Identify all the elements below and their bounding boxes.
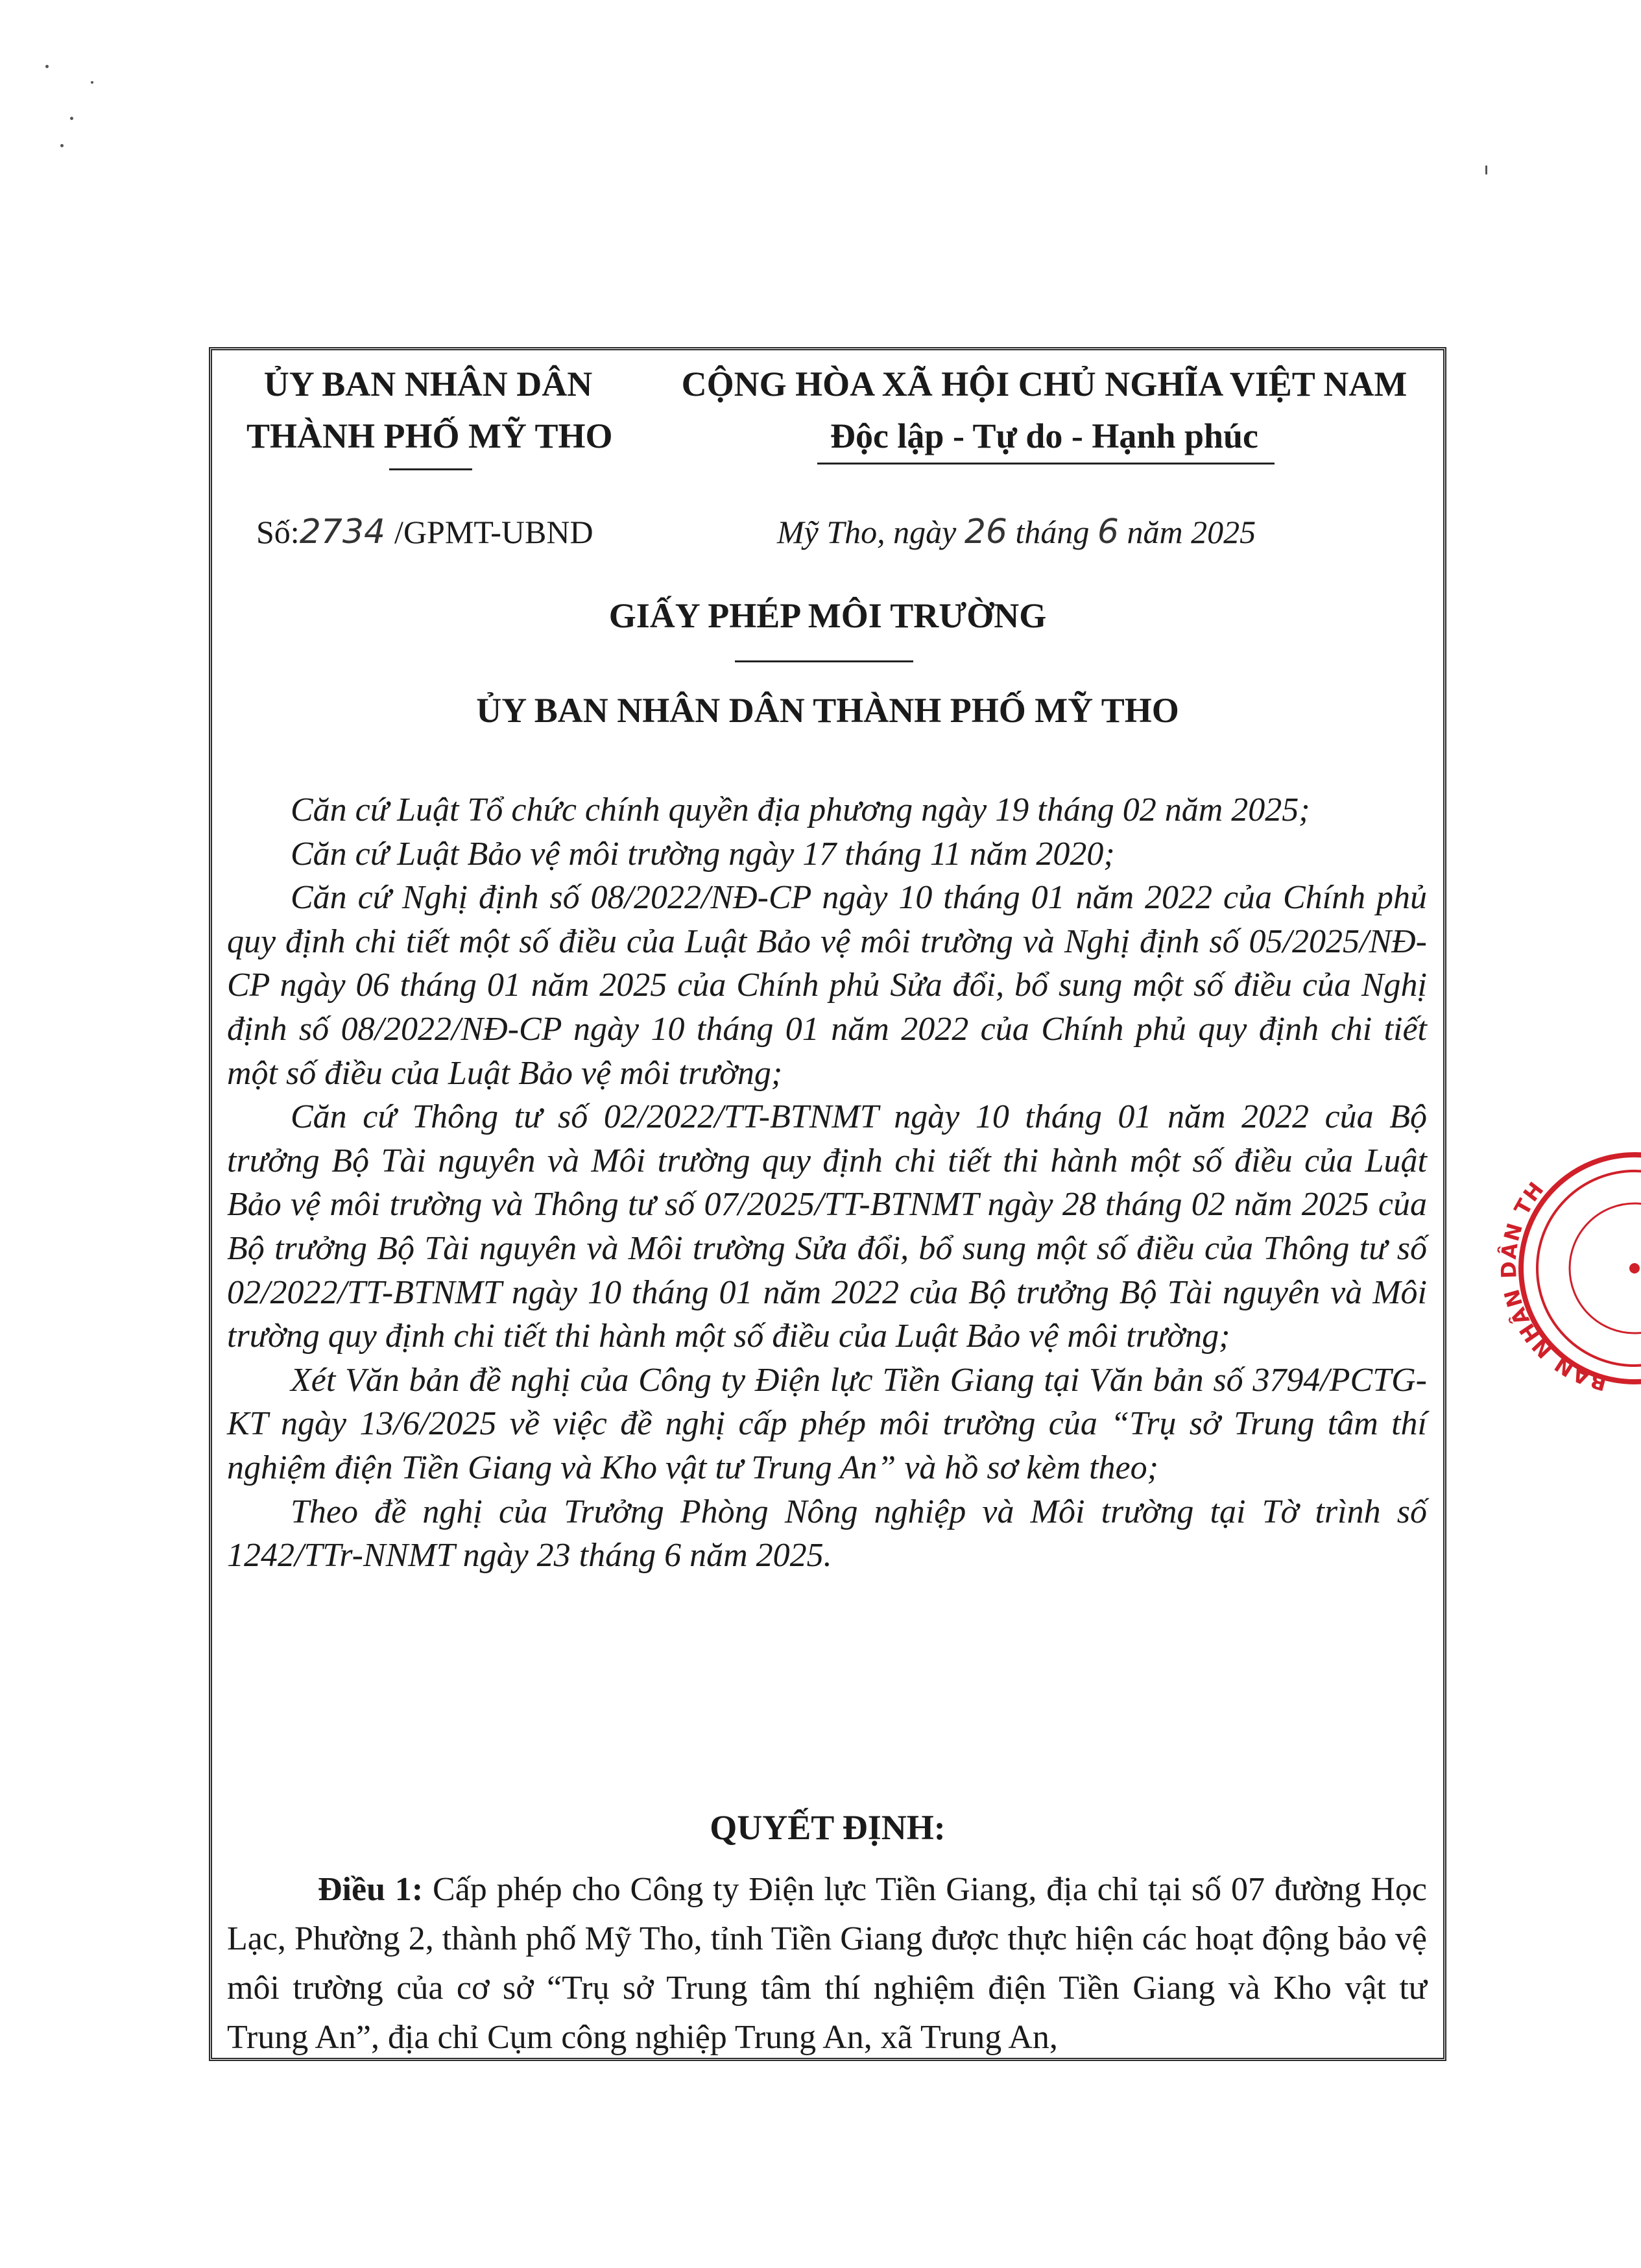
- nation-name: CỘNG HÒA XÃ HỘI CHỦ NGHĨA VIỆT NAM: [681, 365, 1407, 404]
- issuer-heading: ỦY BAN NHÂN DÂN THÀNH PHỐ MỸ THO: [476, 691, 1179, 730]
- scan-speck: [70, 117, 73, 120]
- date-place: Mỹ Tho, ngày: [777, 514, 957, 550]
- official-seal-stamp: [1496, 1164, 1641, 1437]
- preamble-item: Căn cứ Nghị định số 08/2022/NĐ-CP ngày 10 tháng 01 năm 2022 của Chính phủ quy định chi tiết một số điều của Luật Bảo vệ môi trường và Nghị định số 05/2025/NĐ-CP ngày 06 tháng 01 năm 2025 của Chính phủ Sửa đổi, bổ sung một số điều của Nghị định số 08/2022/NĐ-CP ngày 10 tháng 01 năm 2022 của Chính phủ quy định chi tiết một số điều của Luật Bảo vệ môi trường;: [227, 879, 1427, 1092]
- article-1: [227, 1865, 1427, 2062]
- date-month-handwritten: 6: [1097, 513, 1120, 551]
- article-1-label: Điều 1:: [318, 1871, 424, 1908]
- date-line: [777, 513, 1256, 551]
- preamble-item: Căn cứ Luật Bảo vệ môi trường ngày 17 tháng 11 năm 2020;: [291, 835, 1115, 873]
- decision-heading: QUYẾT ĐỊNH:: [710, 1808, 946, 1847]
- preamble-item: Căn cứ Luật Tổ chức chính quyền địa phương ngày 19 tháng 02 năm 2025;: [291, 791, 1310, 828]
- date-month-label: tháng: [1015, 514, 1090, 550]
- doc-number-suffix: /GPMT-UBND: [394, 514, 593, 550]
- doc-number: [256, 513, 593, 551]
- scan-speck: [91, 81, 93, 84]
- scan-speck: [45, 65, 49, 68]
- seal-text: BAN NHÂN DÂN TH: [1496, 1176, 1610, 1396]
- title-underline: [735, 660, 913, 662]
- motto-underline: [817, 463, 1275, 464]
- agency-name-line1: ỦY BAN NHÂN DÂN: [263, 365, 593, 404]
- preamble-item: Theo đề nghị của Trưởng Phòng Nông nghiệp và Môi trường tại Tờ trình số 1242/TTr-NNMT ngày 23 tháng 6 năm 2025.: [227, 1493, 1427, 1574]
- scan-speck: [60, 144, 64, 147]
- date-day-handwritten: 26: [964, 513, 1008, 551]
- nation-motto: Độc lập - Tự do - Hạnh phúc: [830, 416, 1259, 455]
- preamble-item: Xét Văn bản đề nghị của Công ty Điện lực Tiền Giang tại Văn bản số 3794/PCTG-KT ngày 13/6/2025 về việc đề nghị cấp phép môi trường của “Trụ sở Trung tâm thí nghiệm điện Tiền Giang và Kho vật tư Trung An” và hồ sơ kèm theo;: [227, 1361, 1427, 1486]
- doc-number-handwritten: 2734: [299, 513, 386, 551]
- agency-name-line2: THÀNH PHỐ MỸ THO: [246, 416, 613, 455]
- doc-number-prefix: Số:: [256, 514, 300, 550]
- article-1-text: Cấp phép cho Công ty Điện lực Tiền Giang, địa chỉ tại số 07 đường Học Lạc, Phường 2, thành phố Mỹ Tho, tỉnh Tiền Giang được thực hiện các hoạt động bảo vệ môi trường của cơ sở “Trụ sở Trung tâm thí nghiệm điện Tiền Giang và Kho vật tư Trung An”, địa chỉ Cụm công nghiệp Trung An, xã Trung An,: [227, 1871, 1427, 2056]
- document-title: GIẤY PHÉP MÔI TRƯỜNG: [608, 596, 1047, 635]
- date-year: năm 2025: [1127, 514, 1256, 550]
- preamble-item: Căn cứ Thông tư số 02/2022/TT-BTNMT ngày 10 tháng 01 năm 2022 của Bộ trưởng Bộ Tài nguyên và Môi trường quy định chi tiết thi hành một số điều của Luật Bảo vệ môi trường và Thông tư số 07/2025/TT-BTNMT ngày 28 tháng 02 năm 2025 của Bộ trưởng Bộ Tài nguyên và Môi trường Sửa đổi, bổ sung một số điều của Thông tư số 02/2022/TT-BTNMT ngày 10 tháng 01 năm 2022 của Bộ trưởng Bộ Tài nguyên và Môi trường quy định chi tiết thi hành một số điều của Luật Bảo vệ môi trường;: [227, 1098, 1427, 1355]
- preamble: [227, 788, 1427, 1578]
- article-1-paragraph: [227, 1865, 1427, 2062]
- agency-underline: [389, 468, 472, 470]
- scan-speck: [1485, 165, 1487, 175]
